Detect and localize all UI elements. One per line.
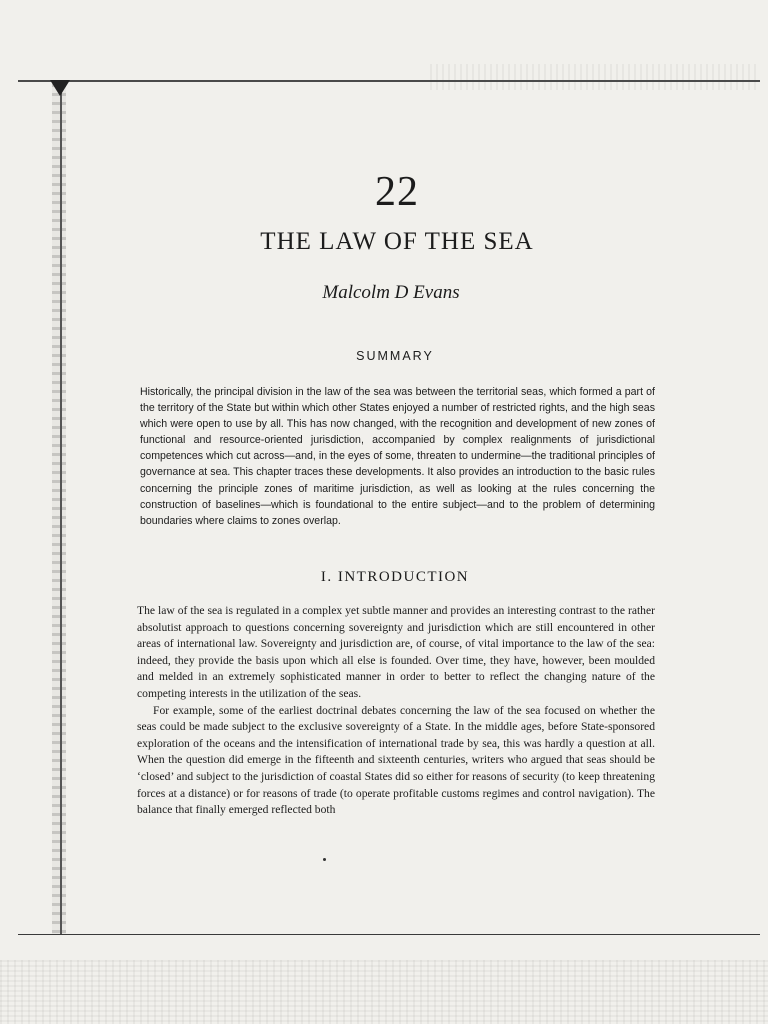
chapter-title: THE LAW OF THE SEA (260, 228, 534, 255)
introduction-paragraph: For example, some of the earliest doctrinal debates concerning the law of the sea focused on whether the seas could be made subject to the exclusive sovereignty of a State. In the middle ages, before State-sponsored exploration of the oceans and the intensification of international trade by sea, this was hardly a question at all. When the question did emerge in the fifteenth and sixteenth centuries, writers who argued that seas should be ‘closed’ and subject to the jurisdiction of coastal States did so either for reasons of security (to keep threatening forces at a distance) or for reasons of trade (to operate profitable customs regimes and control navigation). The balance that finally emerged reflected both (137, 703, 655, 817)
chapter-number: 22 (375, 169, 419, 215)
scan-artifact-top (430, 64, 760, 90)
page-bottom-rule (18, 934, 760, 935)
introduction-paragraph: The law of the sea is regulated in a complex yet subtle manner and provides an interesting contrast to the rather absolutist approach to questions concerning sovereignty and jurisdiction which are still encountered in other areas of international law. Sovereignty and jurisdiction are, of course, of vital importance to the law of the sea: indeed, they provide the basis upon which all else is founded. Over time, they have, however, been moulded and melded in an extremely sophisticated manner in order to better to reflect the changing nature of the competing interests in the utilization of the seas. (137, 604, 655, 700)
summary-text: Historically, the principal division in the law of the sea was between the territorial seas, which formed a part of the territory of the State but within which other States enjoyed a number of restricted rights, and the high seas which were open to use by all. This has now changed, with the recognition and development of new zones of functional and resource-oriented jurisdiction, accompanied by complex realignments of jurisdictional competences which cut across—and, in the eyes of some, threaten to undermine—the traditional principles of governance at sea. This chapter traces these developments. It also provides an introduction to the basic rules concerning the principle zones of maritime jurisdiction, as well as looking at the rules concerning the construction of baselines—which is foundational to the entire subject—and to the problem of determining boundaries where claims to zones overlap. (140, 386, 655, 527)
introduction-body (137, 603, 655, 819)
introduction-heading: I. INTRODUCTION (320, 569, 470, 585)
page-top-rule (18, 80, 760, 82)
page-corner-mark (50, 80, 70, 96)
summary-heading: SUMMARY (356, 349, 434, 363)
scan-speck (323, 858, 326, 861)
chapter-author: Malcolm D Evans (322, 282, 460, 303)
scan-artifact-bottom (0, 960, 768, 1024)
